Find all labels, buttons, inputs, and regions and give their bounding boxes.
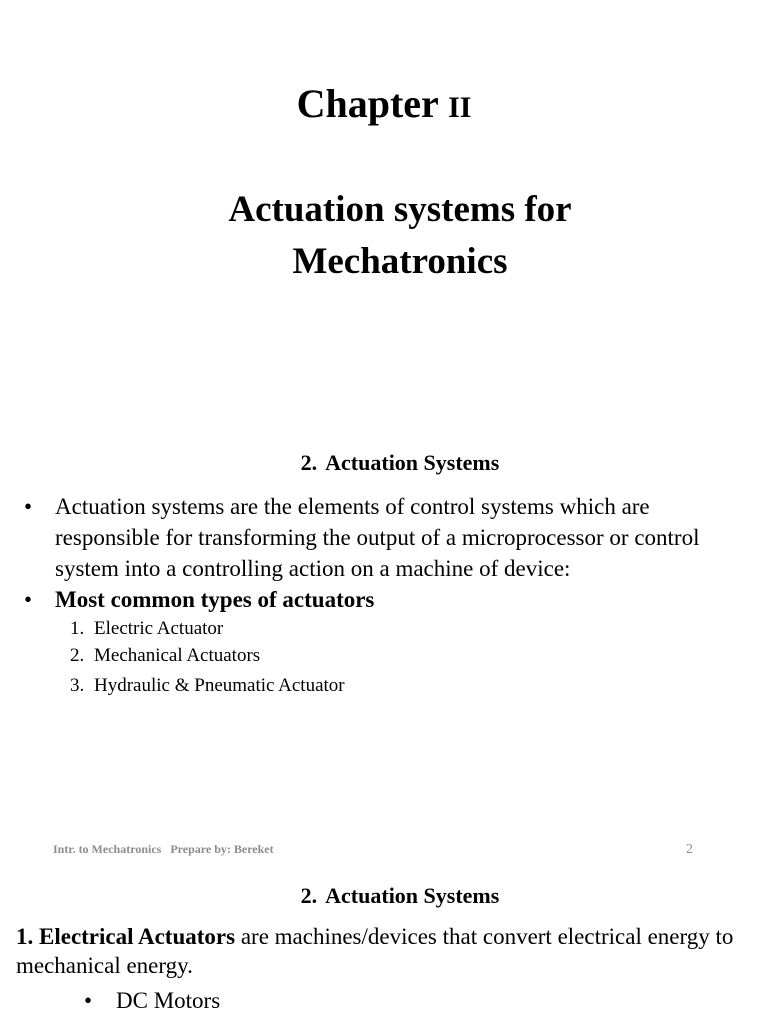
paragraph-lead: 1. Electrical Actuators [16, 924, 236, 949]
chapter-numeral: II [448, 91, 472, 124]
electrical-actuators-paragraph [16, 922, 756, 980]
list-item-number: 2. [70, 645, 85, 666]
list-item [70, 642, 670, 669]
bullet-item [24, 584, 744, 615]
main-title-line-1: Actuation systems for [228, 189, 572, 230]
main-title-line-2: Mechatronics [292, 241, 508, 282]
list-item-text: Hydraulic & Pneumatic Actuator [94, 675, 345, 696]
list-item-text: Mechanical Actuators [94, 645, 261, 666]
section-heading-number: 2. [300, 450, 318, 475]
section-heading [0, 883, 768, 909]
list-item-number: 1. [70, 618, 85, 639]
main-title [0, 184, 768, 288]
bullet-text: Actuation systems are the elements of control systems which are responsible for transforming the output of a microprocessor or control system into a controlling action on a machine of device: [55, 494, 700, 581]
section-heading-text: Actuation Systems [325, 883, 500, 908]
section-heading [0, 450, 768, 476]
list-item-text: Electric Actuator [94, 618, 224, 639]
actuator-type-list [70, 615, 670, 699]
chapter-title [0, 80, 768, 127]
list-item [70, 615, 670, 642]
page-number: 2 [686, 842, 693, 857]
bullet-icon: • [24, 494, 33, 519]
slide-footer: Intr. to Mechatronics Prepare by: Bereket [53, 842, 274, 856]
section-heading-number: 2. [300, 883, 318, 908]
list-item-number: 3. [70, 675, 85, 696]
section-heading-text: Actuation Systems [325, 450, 500, 475]
bullet-icon: • [24, 587, 33, 612]
bullet-item [84, 986, 220, 1015]
paragraph-body: are machines/devices that convert electrical energy to mechanical energy. [16, 924, 734, 978]
chapter-word: Chapter [296, 81, 439, 126]
list-item [70, 672, 670, 699]
bullet-item [24, 491, 744, 584]
bullet-text: Most common types of actuators [55, 587, 375, 612]
bullet-icon: • [84, 988, 93, 1013]
bullet-text: DC Motors [116, 988, 221, 1013]
bullet-list [24, 491, 744, 615]
